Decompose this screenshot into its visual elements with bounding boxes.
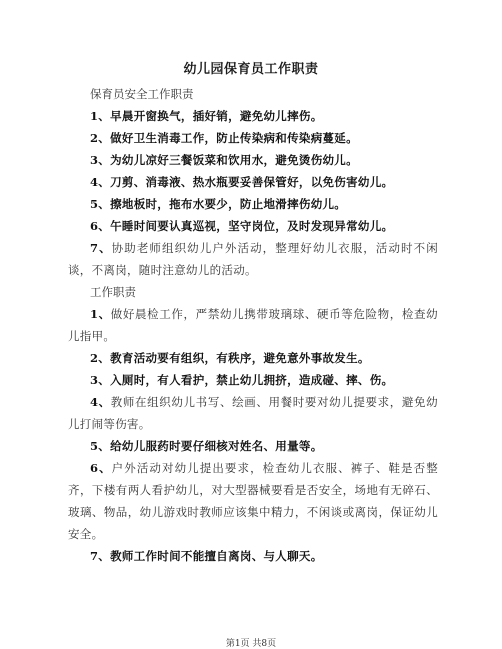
page-footer: 第1页 共8页 xyxy=(225,639,277,649)
document-body xyxy=(68,83,438,567)
list-item: 6、户外活动对幼儿提出要求，检查幼儿衣服、裤子、鞋是否整齐，下楼有两人看护幼儿，对大型器械要看是否安全，场地有无碎石、玻璃、物品，幼儿游戏时教师应该集中精力，不闲谈或离岗，保证幼儿安全。 xyxy=(68,461,438,541)
list-item: 3、为幼儿凉好三餐饭菜和饮用水，避免烫伤幼儿。 xyxy=(90,153,358,167)
list-item: 7、协助老师组织幼儿户外活动，整理好幼儿衣服，活动时不闲谈，不离岗，随时注意幼儿的活动。 xyxy=(68,241,438,277)
list-item: 4、刀剪、消毒液、热水瓶要妥善保管好，以免伤害幼儿。 xyxy=(90,175,394,189)
section-heading-safety: 保育员安全工作职责 xyxy=(90,87,194,101)
section-heading-duties: 工作职责 xyxy=(90,285,136,299)
list-item: 4、教师在组织幼儿书写、绘画、用餐时要对幼儿提要求，避免幼儿打闹等伤害。 xyxy=(68,395,438,431)
document-title: 幼儿园保育员工作职责 xyxy=(183,62,319,77)
list-item: 2、教育活动要有组织，有秩序，避免意外事故发生。 xyxy=(90,351,370,365)
list-item: 5、给幼儿服药时要仔细核对姓名、用量等。 xyxy=(90,439,323,453)
list-item: 3、入厕时，有人看护，禁止幼儿拥挤，造成碰、摔、伤。 xyxy=(90,373,394,387)
list-item: 5、擦地板时，拖布水要少，防止地滑摔伤幼儿。 xyxy=(90,197,347,211)
list-item: 7、教师工作时间不能擅自离岗、与人聊天。 xyxy=(90,549,323,563)
list-item: 1、做好晨检工作，严禁幼儿携带玻璃球、硬币等危险物，检查幼儿指甲。 xyxy=(68,307,438,343)
list-item: 1、早晨开窗换气，插好销，避免幼儿摔伤。 xyxy=(90,109,323,123)
list-item: 6、午睡时间要认真巡视，坚守岗位，及时发现异常幼儿。 xyxy=(90,219,394,233)
list-item: 2、做好卫生消毒工作，防止传染病和传染病蔓延。 xyxy=(90,131,358,145)
